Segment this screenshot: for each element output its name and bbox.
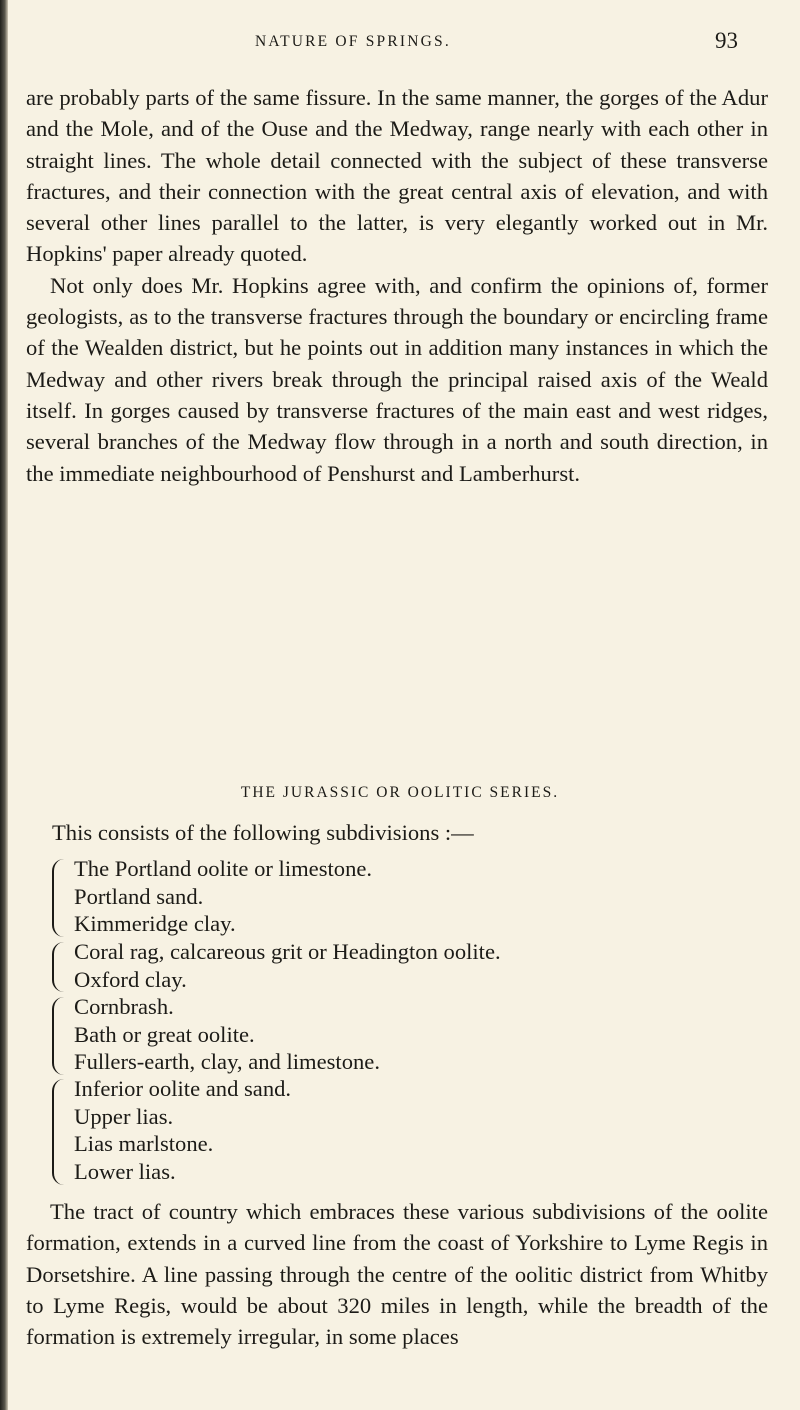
opening-text: [26, 82, 768, 489]
closing-text: [26, 1196, 768, 1352]
subdivision-item: Lias marlstone.: [74, 1131, 214, 1156]
subdivisions-intro: This consists of the following subdivisions :—: [52, 820, 474, 845]
section-heading: THE JURASSIC OR OOLITIC SERIES.: [240, 784, 560, 801]
subdivision-group-lias: [52, 1075, 291, 1185]
paragraph-hopkins: Not only does Mr. Hopkins agree with, and confirm the opinions of, former geologists, as to the transverse fractures through the boundary or encircling frame of the Wealden district, but he points out in addition many instances in which the Medway and other rivers break through the principal raised axis of the Weald itself. In gorges caused by transverse fractures of the main east and west ridges, several branches of the Medway flow through in a north and south direction, in the immediate neighbourhood of Penshurst and Lamberhurst.: [26, 272, 768, 486]
brace-mark: [52, 997, 68, 1075]
subdivision-item: Oxford clay.: [74, 966, 187, 992]
subdivision-item: Upper lias.: [74, 1103, 174, 1129]
subdivision-item: Fullers-earth, clay, and limestone.: [74, 1049, 380, 1074]
brace-mark: [52, 859, 68, 937]
subdivision-group-bath: [52, 993, 380, 1076]
subdivision-item: The Portland oolite or limestone.: [74, 856, 373, 881]
brace-mark: [52, 942, 68, 992]
paragraph-continued: are probably parts of the same fissure. In the same manner, the gorges of the Adur and the Mole, and of the Ouse and the Medway, range nearly with each other in straight lines. The whole detail connected with the subject of these transverse fractures, and their connection with the great central axis of elevation, and with several other lines parallel to the latter, is very elegantly worked out in Mr. Hopkins' paper already quoted.: [26, 85, 768, 267]
subdivision-group-portland: [52, 855, 372, 938]
subdivision-item: Cornbrash.: [74, 994, 174, 1019]
subdivision-item: Coral rag, calcareous grit or Headington oolite.: [74, 939, 501, 964]
subdivision-item: Portland sand.: [74, 883, 204, 909]
running-title: NATURE OF SPRINGS.: [255, 33, 451, 50]
paragraph-oolite-tract: The tract of country which embraces these various subdivisions of the oolite formation, extends in a curved line from the coast of Yorkshire to Lyme Regis in Dorsetshire. A line passing through the centre of the oolitic district from Whitby to Lyme Regis, would be about 320 miles in length, while the breadth of the formation is extremely irregular, in some places: [26, 1199, 768, 1350]
book-spine-shadow: [0, 0, 8, 1410]
subdivision-item: Inferior oolite and sand.: [74, 1076, 292, 1101]
subdivision-item: Lower lias.: [74, 1158, 176, 1184]
brace-mark: [52, 1079, 68, 1185]
subdivision-group-coral: [52, 938, 501, 993]
subdivision-item: Kimmeridge clay.: [74, 911, 236, 936]
page-number: 93: [715, 28, 738, 53]
subdivision-item: Bath or great oolite.: [74, 1021, 255, 1047]
running-head: [0, 28, 800, 58]
